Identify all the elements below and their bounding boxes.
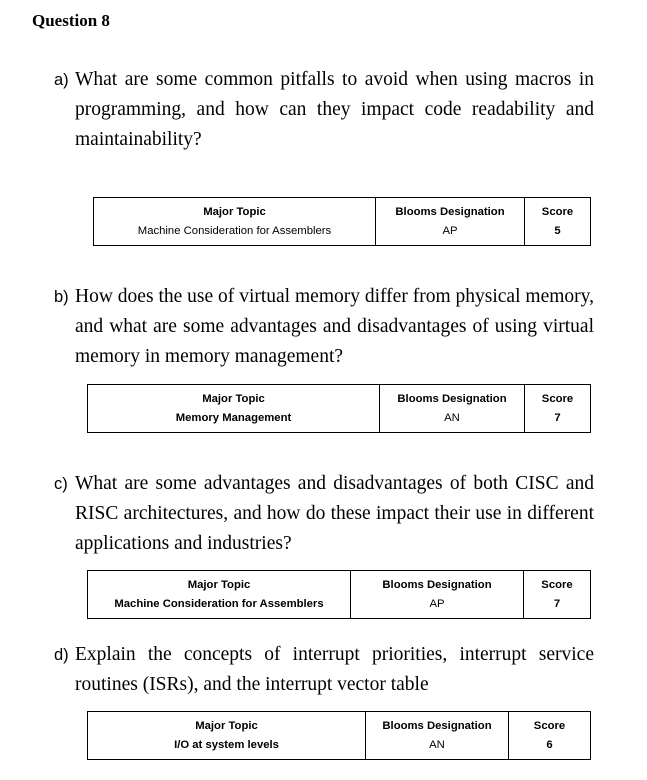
question-label: d) [54, 646, 69, 664]
question-d [54, 640, 594, 700]
blooms-header: Blooms Designation [382, 579, 492, 591]
blooms-value: AN [429, 739, 445, 751]
question-title: Question 8 [32, 11, 110, 30]
question-label: c) [54, 475, 68, 493]
score-value: 6 [546, 739, 553, 751]
blooms-header: Blooms Designation [382, 720, 492, 732]
blooms-value: AN [444, 412, 460, 424]
score-header: Score [541, 579, 573, 591]
question-meta-table-a [93, 197, 591, 246]
major-topic-header: Major Topic [195, 720, 258, 732]
score-cell [524, 571, 591, 619]
score-value: 7 [553, 598, 561, 610]
question-a [54, 65, 594, 155]
blooms-cell [351, 571, 524, 619]
major-topic-cell [88, 571, 351, 619]
question-meta-table-c [87, 570, 591, 619]
major-topic-value: I/O at system levels [174, 739, 279, 751]
major-topic-value: Machine Consideration for Assemblers [137, 225, 332, 237]
score-header: Score [541, 206, 574, 218]
score-value: 7 [554, 412, 561, 424]
blooms-value: AP [442, 225, 458, 237]
major-topic-header: Major Topic [202, 393, 265, 405]
blooms-header: Blooms Designation [395, 206, 505, 218]
blooms-cell [380, 385, 525, 433]
question-meta-table-b [87, 384, 591, 433]
major-topic-header: Major Topic [187, 579, 251, 591]
score-header: Score [541, 393, 574, 405]
major-topic-cell [88, 385, 380, 433]
blooms-cell [366, 712, 509, 760]
major-topic-value: Machine Consideration for Assemblers [114, 598, 324, 610]
question-text: Explain the concepts of interrupt priorities, interrupt service routines (ISRs), and the interrupt vector table [75, 644, 594, 695]
score-value: 5 [554, 225, 561, 237]
blooms-value: AP [429, 598, 445, 610]
major-topic-header: Major Topic [203, 206, 266, 218]
score-cell [525, 198, 591, 246]
score-header: Score [533, 720, 566, 732]
question-b [54, 282, 594, 372]
major-topic-value: Memory Management [175, 412, 292, 424]
question-text: How does the use of virtual memory differ from physical memory, and what are some advantages and disadvantages of using virtual memory in memory management? [75, 286, 594, 367]
question-text: What are some advantages and disadvantages of both CISC and RISC architectures, and how do these impact their use in different applications and industries? [75, 473, 594, 554]
question-text: What are some common pitfalls to avoid when using macros in programming, and how can they impact code readability and maintainability? [75, 69, 594, 150]
question-label: b) [54, 288, 69, 306]
question-c [54, 469, 594, 559]
question-label: a) [54, 71, 69, 89]
major-topic-cell [88, 712, 366, 760]
question-meta-table-d [87, 711, 591, 760]
score-cell [509, 712, 591, 760]
blooms-header: Blooms Designation [397, 393, 507, 405]
blooms-cell [376, 198, 525, 246]
score-cell [525, 385, 591, 433]
major-topic-cell [94, 198, 376, 246]
